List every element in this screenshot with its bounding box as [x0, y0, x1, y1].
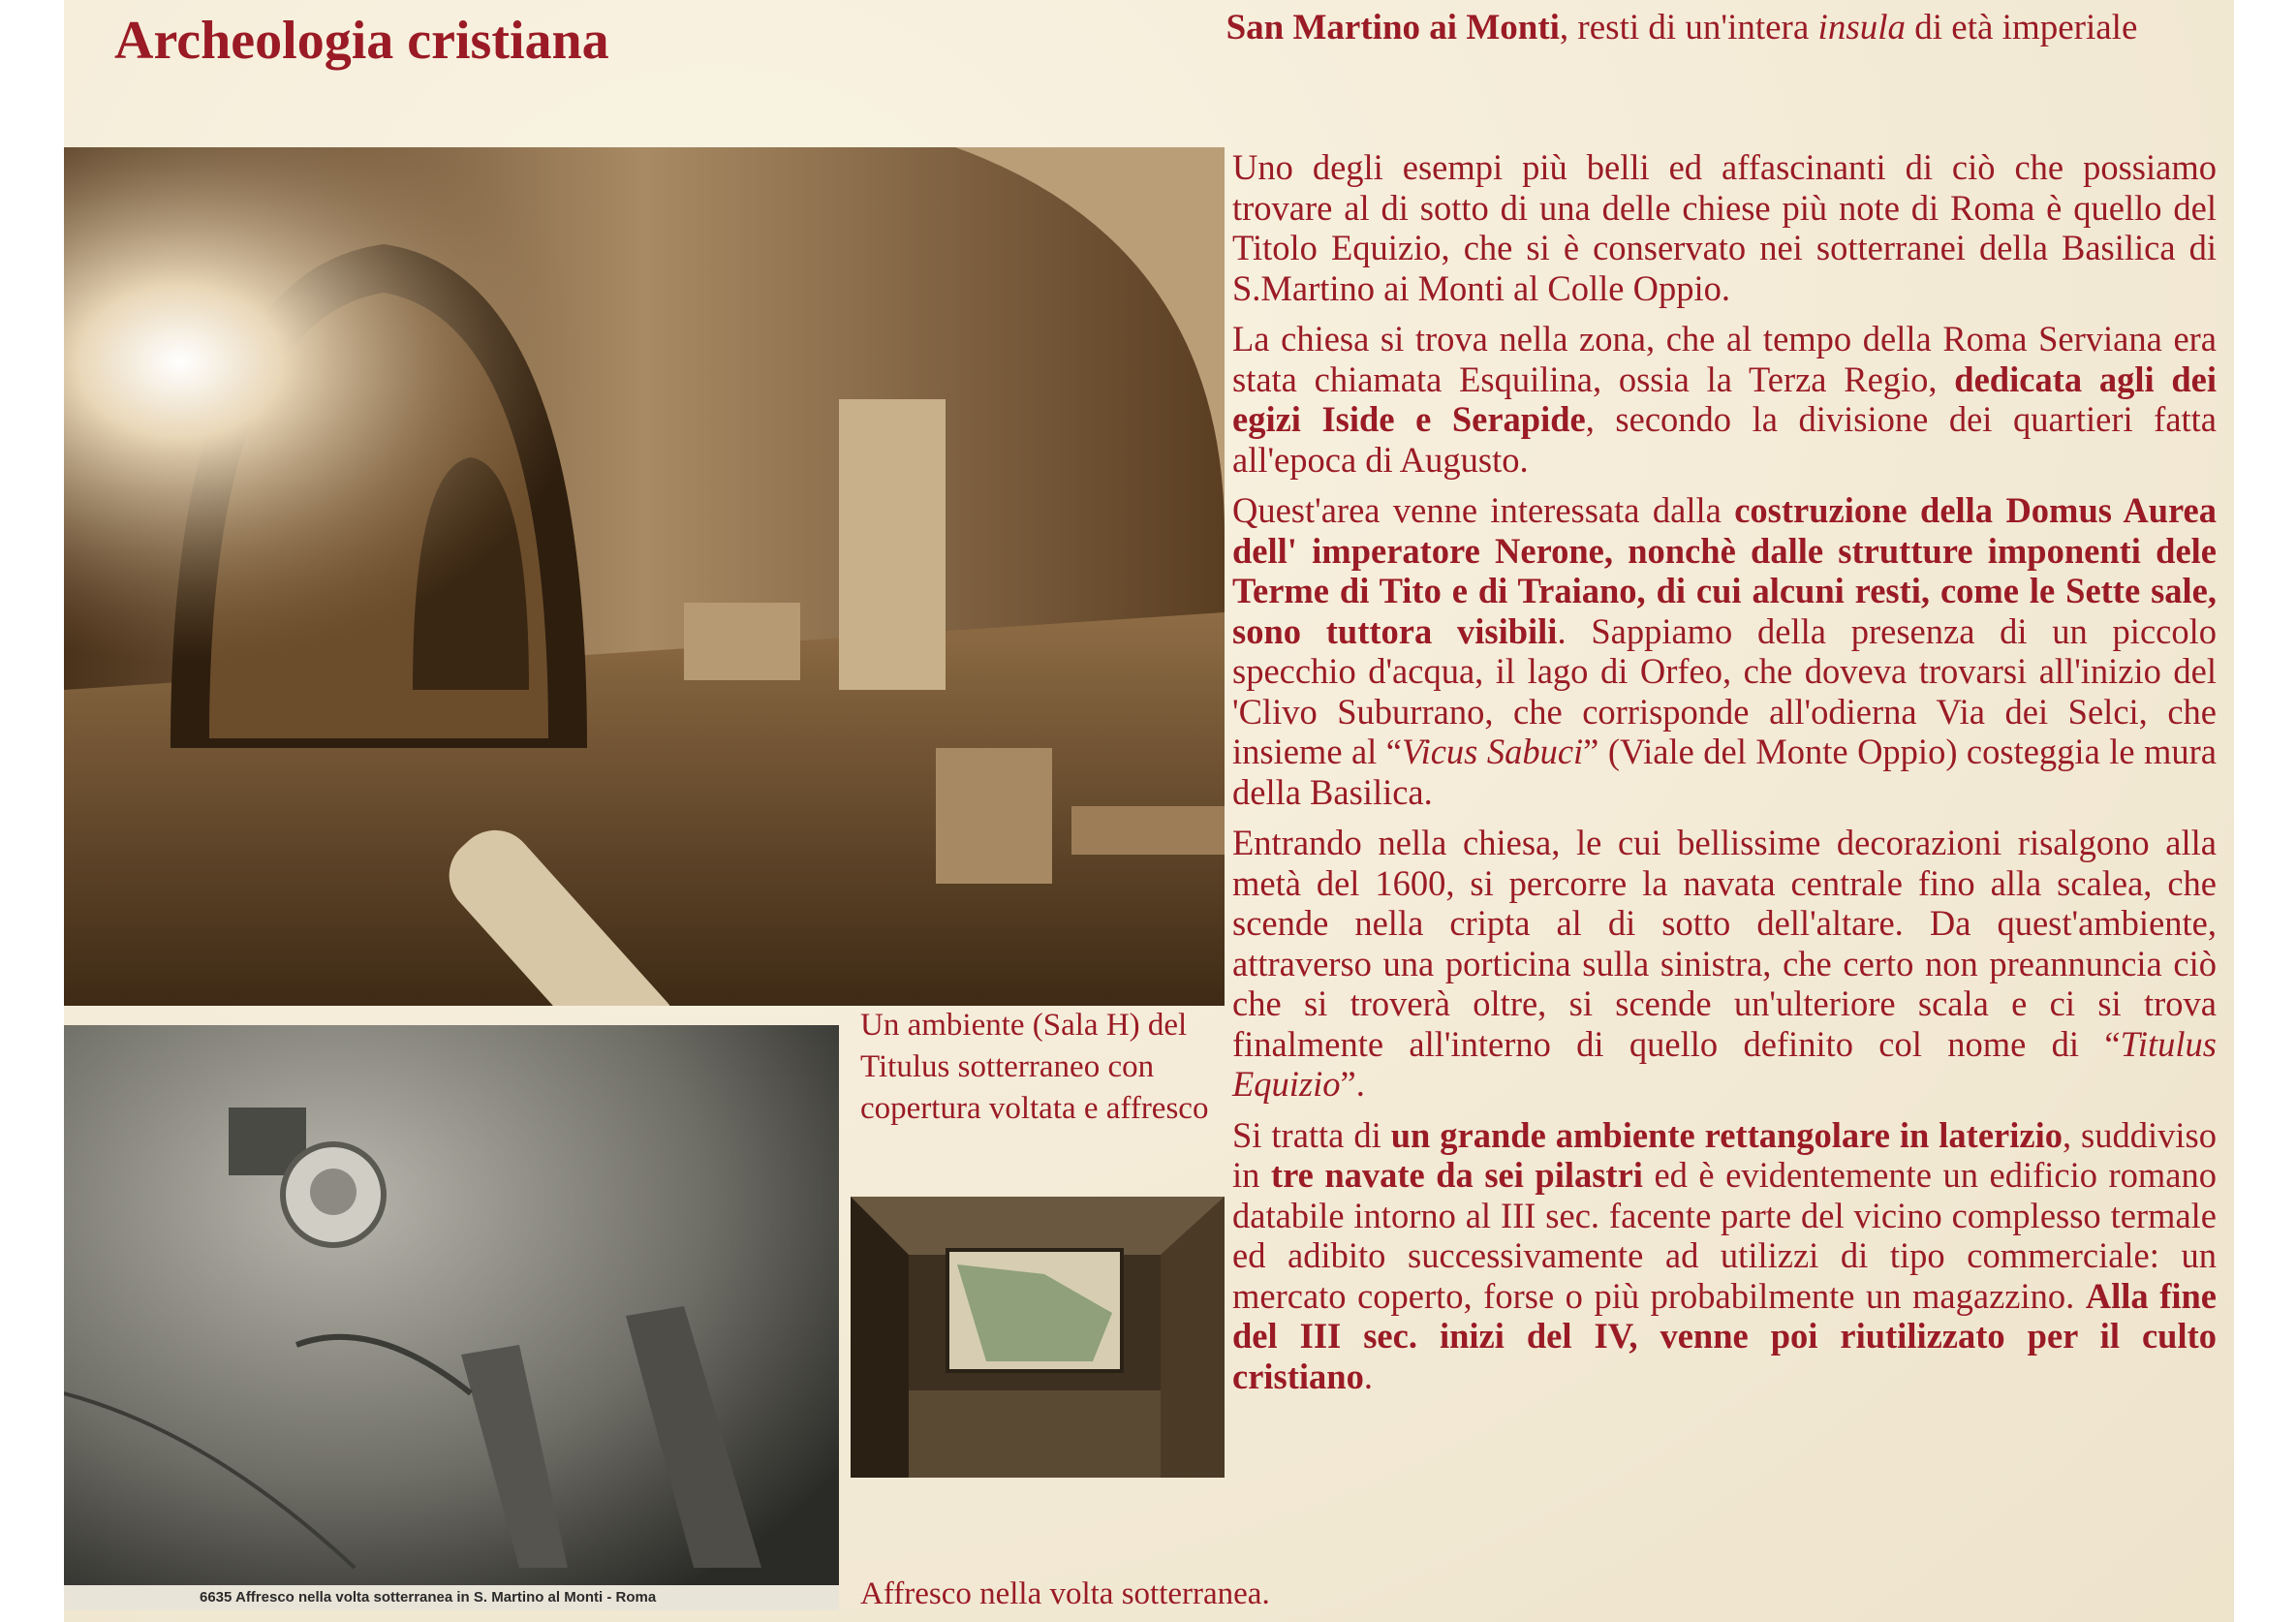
p5-bold-2: tre navate da sei pilastri [1270, 1155, 1643, 1195]
slide-page [64, 0, 2234, 1622]
photo-underground-hall-image [64, 147, 1225, 1006]
p5-bold-3: Alla fine del III sec. inizi del IV, venne poi riutilizzato per il culto cristiano [1232, 1275, 2218, 1396]
p1-text: Uno degli esempi più belli ed affascinanti di ciò che possiamo trovare al di sotto di una delle chiese più note di Roma è quello del Titolo Equizio, che si è conservato nei sotterranei della Basilica di S.Martino ai Monti al Colle Oppio. [1232, 147, 2217, 308]
paragraph-4 [1232, 823, 2217, 1105]
paragraph-5 [1232, 1115, 2217, 1397]
photo-fresco-bw-image [64, 1025, 839, 1610]
photo-fresco-bw-caption: 6635 Affresco nella volta sotterranea in S. Martino al Monti - Roma [64, 1585, 839, 1610]
caption-affresco: Affresco nella volta sotterranea. [860, 1576, 1270, 1611]
subtitle-italic: insula [1817, 8, 1907, 47]
p5-text-e: ed è evidentemente un edificio romano databile intorno al III sec. facente parte del vicino complesso termale ed adibito successivamente ad utilizzi di tipo commerciale: un mercato coperto, forse o più probabilmente un magazzino. [1232, 1155, 2217, 1316]
photo-fresco-vault [851, 1197, 1225, 1478]
p2-text-c: , secondo la divisione dei quartieri fatta all'epoca di Augusto. [1232, 399, 2217, 480]
photo-fresco-bw [64, 1025, 839, 1610]
p3-text-a: Quest'area venne interessata dalla [1232, 490, 1735, 530]
p5-bold-1: un grande ambiente rettangolare in laterizio [1390, 1114, 2063, 1155]
p3-text-c: . Sappiamo della presenza di un piccolo specchio d'acqua, il lago di Orfeo, che doveva trovarsi all'inizio del 'Clivo Suburrano, che corrisponde all'odierna Via dei Selci, che insieme al “ [1232, 610, 2217, 771]
subtitle-bold: San Martino ai Monti [1226, 8, 1560, 47]
p4-italic: Titulus Equizio [1232, 1023, 2217, 1104]
p3-text-e: ” (Viale del Monte Oppio) costeggia le mura della Basilica. [1232, 732, 2218, 812]
subtitle-text-end: di età imperiale [1906, 8, 2138, 47]
p3-italic: Vicus Sabuci [1401, 732, 1584, 771]
p2-bold: dedicata agli dei egizi Iside e Serapide [1232, 359, 2217, 439]
p3-bold: costruzione della Domus Aurea dell' imperatore Nerone, nonchè dalle strutture imponenti dele Terme di Tito e di Traiano, di cui alcuni resti, come le Sette sale, sono tuttora visibili [1232, 490, 2218, 651]
caption-sala-h: Un ambiente (Sala H) del Titulus sotterraneo con copertura voltata e affresco [860, 1008, 1209, 1126]
p5-text-a: Si tratta di [1232, 1114, 1391, 1155]
p5-text-c: , suddiviso in [1232, 1114, 2218, 1195]
p4-text-c: ”. [1340, 1064, 1365, 1104]
article-body [1232, 147, 2217, 1407]
subtitle-text: , resti di un'intera [1559, 8, 1818, 47]
page-subtitle [1207, 8, 2156, 48]
page-title: Archeologia cristiana [114, 11, 609, 71]
photo-fresco-vault-image [851, 1197, 1225, 1478]
paragraph-1 [1232, 147, 2217, 308]
paragraph-2 [1232, 319, 2217, 480]
p2-text-a: La chiesa si trova nella zona, che al tempo della Roma Serviana era stata chiamata Esquilina, ossia la Terza Regio, [1232, 319, 2217, 399]
paragraph-3 [1232, 490, 2217, 812]
p5-text-g: . [1363, 1356, 1373, 1396]
photo-underground-hall [64, 147, 1225, 1006]
p4-text-a: Entrando nella chiesa, le cui bellissime decorazioni risalgono alla metà del 1600, si percorre la navata centrale fino alla scalea, che scende nella cripta al di sotto dell'altare. Da quest'ambiente, attraverso una porticina sulla sinistra, che certo non preannuncia ciò che si troverà oltre, si scende un'ulteriore scala e ci si trova finalmente all'interno di quello definito col nome di “ [1232, 823, 2217, 1064]
